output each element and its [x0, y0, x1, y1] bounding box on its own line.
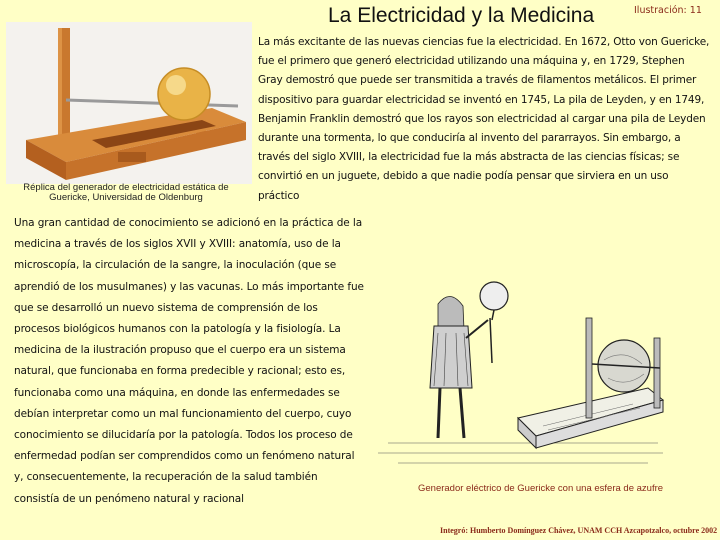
page-title: La Electricidad y la Medicina — [328, 4, 595, 27]
illustration-number: Ilustración: 11 — [634, 5, 702, 16]
intro-paragraph: La más excitante de las nuevas ciencias fue la electricidad. En 1672, Otto von Guericke, fue el primero que generó electricidad utilizando una máquina y, en 1729, Stephen Gray demostró que puede ser transmitida a través de filamentos metálicos. El primer dispositivo para guardar electricidad se inventó en 1745, La pila de Leyden, y en 1749, Benjamin Franklin demostró que los rayos son electricidad al cargar una pila de Leyden durante una tormenta, lo que conduciría al invento del pararrayos. Sin embargo, a través del siglo XVIII, la electricidad fue la más abstracta de las ciencias físicas; se convirtió en un juguete, debido a que nadie podía pensar que sirviera en un uso práctico — [258, 36, 710, 202]
guericke-replica-photo — [6, 22, 252, 184]
photo-caption: Réplica del generador de electricidad estática de Guericke, Universidad de Oldenburg — [23, 182, 229, 203]
guericke-generator-etching — [368, 268, 668, 478]
etching-caption: Generador eléctrico de Guericke con una esfera de azufre — [418, 483, 664, 494]
credit-line: Integró: Humberto Domínguez Chávez, UNAM CCH Azcapotzalco, octubre 2002 — [440, 526, 718, 535]
body-paragraph: Una gran cantidad de conocimiento se adicionó en la práctica de la medicina a través de los siglos XVII y XVIII: anatomía, uso de la microscopía, la circulación de la sangre, la inoculación (que se aprendió de los musulmanes) y las vacunas. Lo más importante fue que se desarrolló un nuevo sistema de comprensión de los procesos biológicos humanos con la patología y la fisiología. La medicina de la ilustración propuso que el cuerpo era un sistema natural, que funcionaba en forma predecible y racional; esto es, funcionaba como una máquina, en donde las enfermedades se debían interpretar como un mal funcionamiento del cuerpo, cuyo conocimiento se dilucidaría por la patología. Todos los proceso de enfermedad podían ser comprendidos como un fenómeno natural y, consecuentemente, la recuperación de la salud también consistía de un penómeno natural y racional — [14, 217, 364, 505]
